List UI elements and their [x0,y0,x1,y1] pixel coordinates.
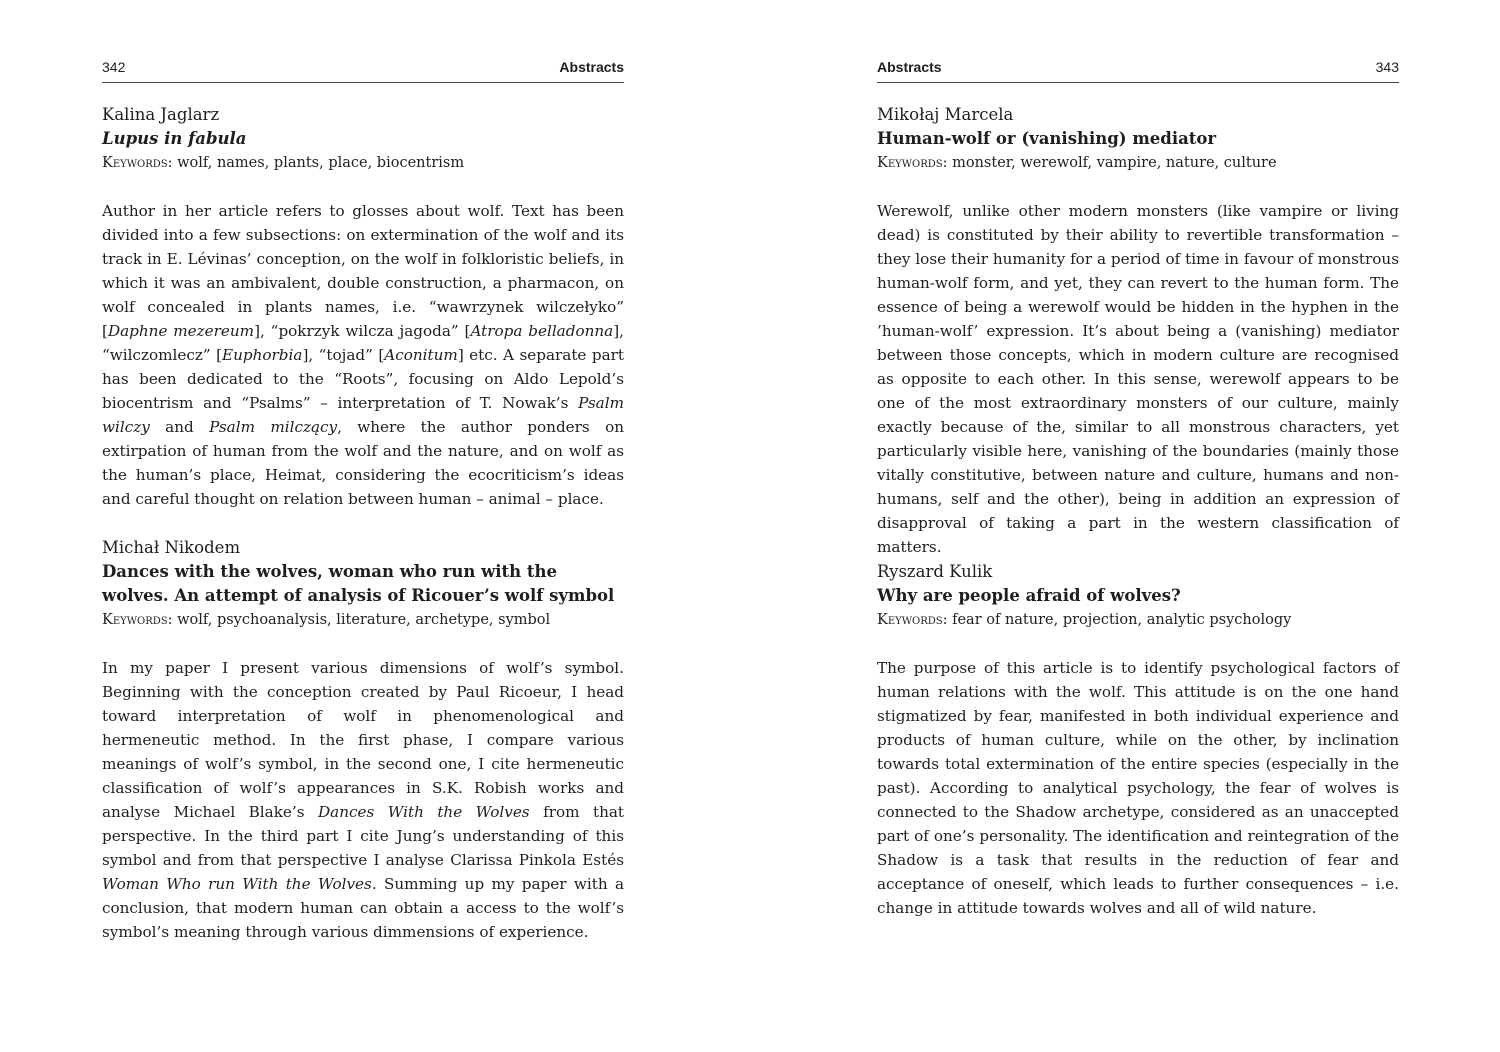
article-title: Human-wolf or (vanishing) mediator [877,129,1217,148]
abstract-body [877,199,1399,559]
keywords-label: Keywords [102,612,168,628]
keywords-list: : wolf, psychoanalysis, literature, archetype, symbol [167,612,551,628]
italic-title-run: Psalm milczący [209,418,338,436]
abstract-body [877,656,1399,920]
keywords-list: : fear of nature, projection, analytic psychology [942,612,1292,628]
italic-title-run: Aconitum [384,346,458,364]
text-run: ], “tojad” [ [302,346,385,364]
italic-title-run: Atropa belladonna [470,322,614,340]
author-name: Michał Nikodem [102,538,241,557]
keywords-line [102,151,624,175]
italic-title-run: Euphorbia [222,346,303,364]
author-name: Mikołaj Marcela [877,105,1014,124]
author-name: Kalina Jaglarz [102,105,220,124]
text-run: , where the author ponders on extirpation of human from the wolf and the nature, and on wolf as the human’s place, Heimat, considering the ecocriticism’s ideas and careful thought on relation between human – animal – place. [102,418,624,508]
italic-title-run: Woman Who run With the Wolves [102,875,372,893]
italic-title-run: Psalm wilczy [102,394,624,436]
article-title: Lupus in fabula [102,129,247,148]
keywords-label: Keywords [877,155,943,171]
page-number: 343 [1375,59,1399,75]
section-title: Abstracts [877,59,942,75]
keywords-list: : monster, werewolf, vampire, nature, culture [942,155,1277,171]
text-run: Author in her article refers to glosses about wolf. Text has been divided into a few subsections: on extermination of the wolf and its track in E. Lévinas’ conception, on the wolf in folkloristic beliefs, in which it was an ambivalent, double construction, a pharmacon, on wolf concealed in plants names, i.e. “wawrzynek wilczełyko” [ [102,202,624,340]
text-run: ], “wilczomlecz” [ [102,322,624,364]
keywords-label: Keywords [102,155,168,171]
article-title: Why are people afraid of wolves? [877,586,1181,605]
keywords-label: Keywords [877,612,943,628]
section-title: Abstracts [559,59,624,75]
keywords-line [102,608,624,632]
abstract-nikodem [102,536,624,944]
keywords-line [877,608,1399,632]
text-run: . Summing up my paper with a conclusion, that modern human can obtain a access to the wolf’s symbol’s meaning through various dimmensions of experience. [102,875,624,941]
abstract-kulik [877,560,1399,920]
abstract-marcela [877,103,1399,559]
text-run: ] etc. A separate part has been dedicated to the “Roots”, focusing on Aldo Lepold’s biocentrism and “Psalms” – interpretation of T. Nowak’s [102,346,624,412]
left-running-head [102,58,624,83]
text-run: from that perspective. In the third part I cite Jung’s understanding of this symbol and from that perspective I analyse Clarissa Pinkola Estés [102,803,625,869]
text-run: Werewolf, unlike other modern monsters (like vampire or living dead) is constituted by their ability to revertible transformation – they lose their humanity for a period of time in favour of monstrous human-wolf form, and yet, they can revert to the human form. The essence of being a werewolf would be hidden in the hyphen in the ’human-wolf’ expression. It’s about being a (vanishing) mediator between those concepts, which in modern culture are recognised as opposite to each other. In this sense, werewolf appears to be one of the most extraordinary monsters of our culture, mainly exactly because of the, similar to all monstrous characters, yet particularly visible here, vanishing of the boundaries (mainly those vitally constitutive, between nature and culture, humans and non-humans, self and the other), being in addition an expression of disapproval of taking a part in the western classification of matters. [877,202,1399,556]
abstract-jaglarz [102,103,624,511]
text-run: and [149,418,210,436]
text-run: ], “pokrzyk wilcza jagoda” [ [254,322,471,340]
page-number: 342 [102,59,126,75]
right-running-head [877,58,1399,83]
text-run: In my paper I present various dimensions of wolf’s symbol. Beginning with the conception created by Paul Ricoeur, I head toward interpretation of wolf in phenomenological and hermeneutic method. In the first phase, I compare various meanings of wolf’s symbol, in the second one, I cite hermeneutic classification of wolf’s appearances in S.K. Robish works and analyse Michael Blake’s [102,659,624,821]
article-title: Dances with the wolves, woman who run with the wolves. An attempt of analysis of Ricouer’s wolf symbol [102,562,615,605]
keywords-line [877,151,1399,175]
abstract-body [102,656,624,944]
italic-title-run: Daphne mezereum [107,322,255,340]
keywords-list: : wolf, names, plants, place, biocentrism [167,155,465,171]
author-name: Ryszard Kulik [877,562,993,581]
text-run: The purpose of this article is to identify psychological factors of human relations with the wolf. This attitude is on the one hand stigmatized by fear, manifested in both individual experience and products of human culture, while on the other, by inclination towards total extermination of the entire species (especially in the past). According to analytical psychology, the fear of wolves is connected to the Shadow archetype, considered as an unaccepted part of one’s personality. The identification and reintegration of the Shadow is a task that results in the reduction of fear and acceptance of oneself, which leads to further consequences – i.e. change in attitude towards wolves and all of wild nature. [877,659,1399,917]
italic-title-run: Dances With the Wolves [318,803,530,821]
abstract-body [102,199,624,511]
